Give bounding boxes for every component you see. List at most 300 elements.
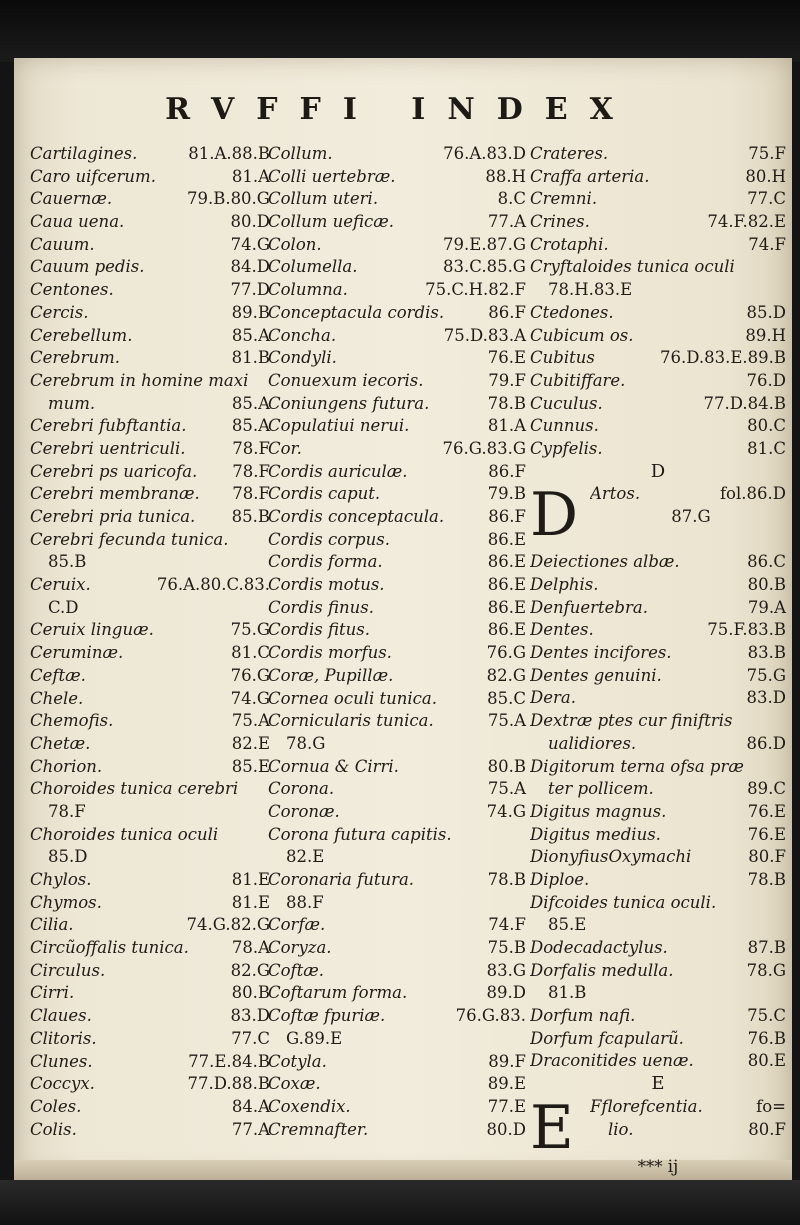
- entry-term: Crateres.: [530, 144, 609, 163]
- list-item: [268, 778, 526, 801]
- entry-ref: G.89.E: [286, 1028, 343, 1048]
- entry-term: Concha.: [268, 325, 337, 345]
- list-item: [30, 756, 270, 779]
- entry-ref: 89.H: [745, 325, 786, 345]
- list-item: [530, 824, 786, 847]
- list-item: [30, 483, 270, 506]
- list-item: [530, 665, 786, 688]
- entry-ref: 76.E: [487, 348, 526, 368]
- entry-term: Chemofis.: [30, 711, 114, 731]
- list-item: [30, 506, 270, 529]
- entry-ref: fol.86.D: [719, 484, 786, 504]
- entry-term: DionyfiusOxymachi: [530, 847, 692, 867]
- list-item: [530, 325, 786, 348]
- entry-ref: 80.F: [748, 847, 786, 867]
- list-item: [268, 1096, 526, 1119]
- entry-term: Dextræ ptes cur finiftris: [530, 711, 733, 731]
- entry-term: Cauum.: [30, 234, 95, 254]
- entry-ref: 80.F: [748, 1119, 786, 1139]
- entry-term: Crines.: [530, 212, 590, 232]
- entry-term: Cerebellum.: [30, 325, 133, 345]
- entry-ref: 75.A: [487, 779, 526, 799]
- entry-term: Cerebri uentriculi.: [30, 438, 186, 458]
- scan-bottom-border: [0, 1180, 800, 1225]
- entry-term: Collum ueficæ.: [268, 212, 395, 232]
- entry-ref: 77.A: [487, 212, 526, 232]
- list-item: [268, 347, 526, 370]
- entry-term: Cerebri fecunda tunica.: [30, 529, 229, 549]
- list-item: [530, 642, 786, 665]
- list-item: [268, 937, 526, 960]
- list-item: [268, 688, 526, 711]
- entry-term: Chorion.: [30, 756, 103, 776]
- entry-term: Cunnus.: [530, 416, 599, 436]
- list-item: [530, 279, 786, 302]
- entry-term: Cornua & Cirri.: [268, 756, 399, 776]
- list-item: [268, 824, 526, 847]
- section-letter-e: E: [651, 1073, 665, 1095]
- entry-ref: 78.F: [232, 461, 270, 481]
- entry-ref: 82.E: [231, 733, 270, 753]
- list-item: [530, 188, 786, 211]
- drop-cap-d: D: [530, 480, 579, 551]
- entry-ref: 86.E: [487, 529, 526, 549]
- entry-ref: 78.B: [487, 393, 526, 413]
- entry-term: Cryftaloides tunica oculi: [530, 257, 735, 277]
- list-item: [268, 529, 526, 552]
- list-item: [590, 483, 786, 506]
- entry-term: Condyli.: [268, 348, 337, 368]
- entry-ref: 79.B: [487, 484, 526, 504]
- index-column-2: [268, 143, 526, 1141]
- list-item: [30, 302, 270, 325]
- entry-ref: 74.F: [488, 915, 526, 935]
- entry-ref: 89.C: [747, 779, 786, 799]
- entry-term: Cor.: [268, 438, 302, 458]
- list-item: [30, 551, 270, 574]
- entry-ref: 86.C: [747, 552, 786, 572]
- entry-ref: 76.G: [486, 643, 526, 663]
- entry-term: Digitus medius.: [530, 824, 661, 844]
- entry-term: Chele.: [30, 688, 84, 708]
- entry-term: Circulus.: [30, 960, 106, 980]
- list-item: [530, 914, 786, 937]
- entry-ref: 79.E.87.G: [443, 234, 526, 254]
- entry-ref: 87.B: [747, 938, 786, 957]
- entry-term: Cartilagines.: [30, 144, 138, 163]
- list-item: [268, 438, 526, 461]
- entry-ref: 85.B: [231, 507, 270, 526]
- entry-term: Cotyla.: [268, 1051, 327, 1071]
- entry-term: Corfæ.: [268, 915, 326, 935]
- list-item: [530, 801, 786, 824]
- entry-term: Ctedones.: [530, 302, 614, 322]
- list-item: [530, 302, 786, 325]
- list-item: [530, 551, 786, 574]
- entry-ref: 81.C: [231, 643, 270, 663]
- list-item: [30, 370, 270, 393]
- list-item: [30, 824, 270, 847]
- list-item: [268, 370, 526, 393]
- entry-term: Dentes.: [530, 620, 594, 640]
- entry-term: Cordis caput.: [268, 484, 381, 504]
- entry-term: Cordis morfus.: [268, 643, 392, 663]
- entry-term: Cordis forma.: [268, 552, 383, 572]
- entry-ref: 77.E.84.B: [188, 1051, 270, 1071]
- list-item: [530, 960, 786, 983]
- list-item: [30, 393, 270, 416]
- entry-term: Coxæ.: [268, 1074, 321, 1094]
- list-item: [268, 188, 526, 211]
- entry-term: Coxendix.: [268, 1096, 351, 1116]
- list-item: [268, 801, 526, 824]
- col3-c-entries: [530, 143, 786, 461]
- entry-term: Dorfum fcapularũ.: [530, 1028, 684, 1048]
- entry-ref: 81.E: [231, 892, 270, 912]
- entry-term: Clunes.: [30, 1051, 93, 1071]
- entry-term: mum.: [48, 393, 96, 413]
- entry-ref: 89.E: [487, 1074, 526, 1094]
- list-item: [30, 642, 270, 665]
- entry-ref: 76.B: [747, 1028, 786, 1048]
- entry-ref: 86.E: [487, 597, 526, 617]
- entry-ref: 85.A: [231, 393, 270, 413]
- entry-ref: 86.F: [488, 461, 526, 481]
- list-item: [30, 143, 270, 166]
- entry-ref: 80.B: [747, 575, 786, 594]
- list-item: [530, 393, 786, 416]
- entry-term: Artos.: [590, 484, 641, 504]
- list-item: [530, 892, 786, 915]
- entry-ref: 75.D.83.A: [443, 325, 526, 345]
- entry-ref: 78.G: [746, 960, 786, 980]
- entry-term: Colon.: [268, 234, 322, 254]
- entry-ref: 78.B: [747, 869, 786, 889]
- entry-ref: 75.G: [746, 665, 786, 685]
- signature-mark: *** ij: [637, 1156, 679, 1176]
- entry-ref: 78.A: [231, 938, 270, 958]
- scan-top-border: [0, 0, 800, 62]
- list-item: [530, 415, 786, 438]
- list-item: [30, 256, 270, 279]
- list-item: [30, 211, 270, 234]
- list-item: [268, 597, 526, 620]
- list-item: [30, 438, 270, 461]
- list-item: [268, 869, 526, 892]
- drop-cap-e: E: [530, 1092, 574, 1163]
- entry-term: Cordis finus.: [268, 597, 374, 617]
- list-item: [268, 415, 526, 438]
- entry-ref: 81.B: [548, 983, 587, 1003]
- entry-ref: 80.B: [231, 983, 270, 1003]
- entry-ref: 78.F: [48, 801, 86, 821]
- entry-ref: 85.A: [231, 416, 270, 436]
- entry-term: Coles.: [30, 1096, 82, 1116]
- entry-ref: 77.D: [230, 280, 270, 300]
- list-item: [30, 846, 270, 869]
- section-letter-d: D: [650, 460, 666, 482]
- running-head: RVFFI INDEX: [165, 92, 635, 127]
- entry-term: Ceftæ.: [30, 665, 86, 685]
- list-item: [268, 1051, 526, 1074]
- list-item: [530, 1028, 786, 1051]
- entry-ref: 76.G.83.: [455, 1006, 526, 1026]
- entry-ref: 74.G: [230, 234, 270, 254]
- list-item: [590, 506, 786, 529]
- entry-term: Deiectiones albæ.: [530, 552, 680, 572]
- entry-ref: 85.A: [231, 325, 270, 345]
- entry-ref: 85.E: [548, 915, 587, 935]
- entry-ref: 81.A: [231, 166, 270, 186]
- entry-ref: 75.F.83.B: [707, 620, 786, 640]
- entry-term: Colli uertebræ.: [268, 166, 396, 186]
- entry-term: Difcoides tunica oculi.: [530, 892, 717, 912]
- list-item: [30, 597, 270, 620]
- entry-term: Coftæ.: [268, 960, 325, 980]
- list-item: [530, 166, 786, 189]
- entry-ref: 86.E: [487, 552, 526, 572]
- entry-ref: 82.G: [230, 960, 270, 980]
- entry-term: Diploe.: [530, 869, 590, 889]
- entry-term: Conceptacula cordis.: [268, 302, 445, 322]
- entry-term: Cordis motus.: [268, 575, 385, 595]
- entry-term: Coftarum forma.: [268, 983, 408, 1003]
- col3-d-entries: [530, 551, 786, 1073]
- list-item: [530, 211, 786, 234]
- list-item: [268, 892, 526, 915]
- entry-ref: 85.E: [231, 756, 270, 776]
- entry-term: Coræ, Pupillæ.: [268, 665, 394, 685]
- list-item: [530, 574, 786, 597]
- entry-ref: 86.D: [746, 733, 786, 753]
- list-item: [530, 869, 786, 892]
- list-item: [530, 370, 786, 393]
- list-item: [268, 960, 526, 983]
- entry-term: Cubitiffare.: [530, 370, 626, 390]
- entry-ref: 85.B: [48, 552, 87, 572]
- list-item: [530, 710, 786, 733]
- list-item: [530, 619, 786, 642]
- entry-ref: 77.C: [747, 189, 786, 209]
- list-item: [30, 937, 270, 960]
- entry-term: Conuexum iecoris.: [268, 370, 424, 390]
- entry-term: Collum.: [268, 144, 333, 163]
- entry-term: Cilia.: [30, 915, 74, 935]
- entry-ref: 82.E: [286, 847, 325, 867]
- entry-ref: 76.E: [747, 824, 786, 844]
- entry-term: Copulatiui nerui.: [268, 416, 410, 436]
- entry-term: Delphis.: [530, 575, 599, 594]
- entry-term: Collum uteri.: [268, 189, 379, 209]
- entry-ref: 81.A.88.B: [188, 144, 270, 163]
- list-item: [530, 1005, 786, 1028]
- list-item: [530, 597, 786, 620]
- list-item: [268, 551, 526, 574]
- entry-term: Crotaphi.: [530, 234, 609, 254]
- list-item: [30, 234, 270, 257]
- list-item: [268, 914, 526, 937]
- entry-term: Claues.: [30, 1006, 92, 1026]
- list-item: [530, 778, 786, 801]
- entry-ref: 76.D: [746, 370, 786, 390]
- entry-term: Choroides tunica oculi: [30, 824, 219, 844]
- entry-term: Caro uifcerum.: [30, 166, 156, 186]
- entry-ref: 89.F: [488, 1051, 526, 1071]
- entry-term: Colis.: [30, 1119, 77, 1139]
- entry-ref: 84.D: [230, 257, 270, 277]
- entry-term: Cordis corpus.: [268, 529, 390, 549]
- entry-ref: 80.H: [745, 166, 786, 186]
- entry-ref: 82.G: [486, 665, 526, 685]
- list-item: [30, 347, 270, 370]
- entry-ref: C.D: [48, 597, 79, 617]
- entry-ref: 79.A: [747, 597, 786, 617]
- entry-term: Cubitus: [530, 348, 595, 368]
- entry-term: Draconitides uenæ.: [530, 1051, 694, 1071]
- entry-ref: 78.F: [232, 438, 270, 458]
- entry-ref: 85.D: [746, 302, 786, 322]
- list-item: [530, 438, 786, 461]
- list-item: [268, 461, 526, 484]
- list-item: [268, 710, 526, 733]
- entry-term: Cerebrum in homine maxi: [30, 370, 249, 390]
- entry-ref: 75.A: [487, 711, 526, 731]
- list-item: [30, 188, 270, 211]
- list-item: [268, 1073, 526, 1096]
- entry-ref: 88.F: [286, 892, 324, 912]
- entry-term: Cremnafter.: [268, 1119, 369, 1139]
- entry-ref: 80.D: [230, 212, 270, 232]
- list-item: [30, 1005, 270, 1028]
- list-item: [268, 642, 526, 665]
- entry-ref: 83.G: [486, 960, 526, 980]
- list-item: [30, 325, 270, 348]
- entry-term: Dodecadactylus.: [530, 938, 668, 957]
- entry-ref: 75.B: [487, 938, 526, 958]
- entry-ref: 79.B.80.G: [186, 189, 270, 209]
- entry-term: Columella.: [268, 257, 358, 277]
- entry-term: Corona.: [268, 779, 335, 799]
- list-item: [30, 1119, 270, 1142]
- entry-term: Cerebri ps uaricofa.: [30, 461, 198, 481]
- entry-term: Columna.: [268, 280, 348, 300]
- list-item: [530, 143, 786, 166]
- entry-term: Cauum pedis.: [30, 257, 145, 277]
- entry-ref: 87.G: [671, 507, 711, 526]
- entry-ref: 85.D: [48, 847, 88, 867]
- list-item: [268, 574, 526, 597]
- list-item: [530, 756, 786, 779]
- entry-ref: 81.A: [487, 416, 526, 436]
- entry-ref: 77.D.84.B: [703, 393, 786, 413]
- entry-term: lio.: [608, 1119, 634, 1139]
- list-item: [268, 733, 526, 756]
- entry-ref: 74.G: [230, 688, 270, 708]
- entry-term: Coryza.: [268, 938, 332, 958]
- entry-ref: 83.D: [746, 688, 786, 708]
- entry-ref: 76.D.83.E.89.B: [659, 348, 786, 368]
- entry-ref: 80.E: [747, 1051, 786, 1071]
- list-item: [530, 1050, 786, 1073]
- list-item: [530, 846, 786, 869]
- list-item: [30, 279, 270, 302]
- list-item: [268, 211, 526, 234]
- list-item: [530, 347, 786, 370]
- entry-term: Ceruminæ.: [30, 643, 124, 663]
- entry-ref: 75.F: [748, 144, 786, 163]
- entry-term: Dera.: [530, 688, 576, 708]
- entry-term: Cerebri pria tunica.: [30, 507, 196, 526]
- list-item: [268, 325, 526, 348]
- entry-term: Caua uena.: [30, 212, 125, 232]
- list-item: [30, 688, 270, 711]
- entry-ref: 83.D: [230, 1006, 270, 1026]
- list-item: [30, 1028, 270, 1051]
- drop-cap-block-d: [530, 480, 786, 551]
- entry-term: Clitoris.: [30, 1028, 97, 1048]
- entry-term: Cubicum os.: [530, 325, 634, 345]
- list-item: [268, 982, 526, 1005]
- entry-ref: 76.E: [747, 801, 786, 821]
- entry-term: Cerebrum.: [30, 348, 121, 368]
- list-item: [30, 869, 270, 892]
- list-item: [30, 914, 270, 937]
- entry-ref: 84.A: [231, 1096, 270, 1116]
- entry-ref: 77.E: [487, 1096, 526, 1116]
- list-item: [530, 234, 786, 257]
- entry-term: Circũoffalis tunica.: [30, 938, 189, 958]
- entry-ref: 78.F: [232, 484, 270, 504]
- entry-term: Digitus magnus.: [530, 801, 667, 821]
- entry-term: ualidiores.: [548, 733, 637, 753]
- entry-term: Dentes genuini.: [530, 665, 662, 685]
- list-item: [530, 982, 786, 1005]
- entry-ref: 80.B: [487, 756, 526, 776]
- list-item: [590, 1096, 786, 1119]
- entry-ref: 81.C: [747, 438, 786, 458]
- list-item: [268, 166, 526, 189]
- list-item: [530, 687, 786, 710]
- entry-ref: 75.C.H.82.F: [425, 280, 526, 300]
- entry-ref: 89.D: [486, 983, 526, 1003]
- entry-term: Dorfum nafi.: [530, 1006, 636, 1026]
- entry-ref: 79.F: [488, 370, 526, 390]
- entry-term: Cuculus.: [530, 393, 603, 413]
- list-item: [30, 982, 270, 1005]
- entry-term: Digitorum terna ofsa præ: [530, 756, 744, 776]
- entry-ref: 85.C: [487, 688, 526, 708]
- list-item: [530, 256, 786, 279]
- entry-ref: 80.C: [747, 416, 786, 436]
- entry-ref: 86.E: [487, 620, 526, 640]
- entry-term: Coronaria futura.: [268, 870, 415, 889]
- entry-term: Dorfalis medulla.: [530, 960, 674, 980]
- entry-ref: 74.F.82.E: [707, 212, 786, 232]
- entry-ref: 81.B: [231, 348, 270, 368]
- entry-ref: 78.G: [286, 733, 326, 753]
- list-item: [268, 393, 526, 416]
- entry-ref: 89.B: [231, 302, 270, 322]
- list-item: [530, 937, 786, 960]
- entry-ref: 77.C: [231, 1028, 270, 1048]
- entry-term: Coccyx.: [30, 1074, 95, 1094]
- list-item: [30, 166, 270, 189]
- entry-term: Craffa arteria.: [530, 166, 650, 186]
- list-item: [268, 143, 526, 166]
- entry-ref: 88.H: [485, 166, 526, 186]
- list-item: [268, 506, 526, 529]
- entry-ref: 78.B: [487, 870, 526, 889]
